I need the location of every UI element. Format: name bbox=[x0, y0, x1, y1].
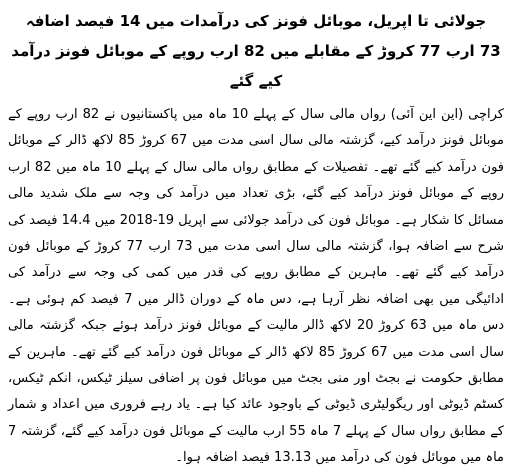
headline: جولائی تا اپریل، موبائل فونز کی درآمدات میں 14 فیصد اضافہ bbox=[25, 12, 487, 30]
subheadline: 73 ارب 77 کروڑ کے مقابلے میں 82 ارب روپے کے موبائل فونز درآمد کیے گئے bbox=[11, 42, 501, 90]
article-body: کراچی (این این آئی) رواں مالی سال کے پہلے 10 ماہ میں پاکستانیوں نے 82 ارب روپے کے موبائل فونز درآمد کیے، گزشتہ مالی سال اسی مدت میں 67 کروڑ 85 لاکھ ڈالر کے موبائل فون درآمد کیے گئے تھے۔ تفصیلات کے مطابق رواں مالی سال کے پہلے 10 ماہ میں 82 ارب روپے کے موبائل فونز درآمد کیے گئے، بڑی تعداد میں درآمد کی وجہ سے ملک شدید مالی مسائل کا شکار ہے۔ موبائل فون کی درآمد جولائی سے اپریل 19-2018 میں 14.4 فیصد کی شرح سے اضافہ ہوا، گزشتہ مالی سال اسی مدت میں 73 ارب 77 کروڑ کے موبائل فون درآمد کیے گئے تھے۔ ماہرین کے مطابق روپے کی قدر میں کمی کی وجہ سے درآمد کی ادائیگی میں بھی اضافہ نظر آرہا ہے، دس ماہ کے دوران ڈالر میں 7 فیصد کم ہوئی ہے۔ دس ماہ میں 63 کروڑ 20 لاکھ ڈالر مالیت کے موبائل فونز درآمد ہوئے جبکہ گزشتہ مالی سال اسی مدت میں 67 کروڑ 85 لاکھ ڈالر کے موبائل فون درآمد کیے گئے تھے۔ ماہرین کے مطابق حکومت نے بجٹ اور منی بجٹ میں موبائل فون پر اضافی سیلز ٹیکس، انکم ٹیکس، کسٹم ڈیوٹی اور ریگولیٹری ڈیوٹی کے باوجود عائد کیا ہے۔ یاد رہے فروری میں اعداد و شمار کے مطابق رواں سال کے پہلے 7 ماہ 55 ارب مالیت کے موبائل فون درآمد کیے گئے، گزشتہ 7 ماہ میں موبائل فون کی درآمد میں 13.13 فیصد اضافہ ہوا۔ bbox=[8, 107, 505, 466]
